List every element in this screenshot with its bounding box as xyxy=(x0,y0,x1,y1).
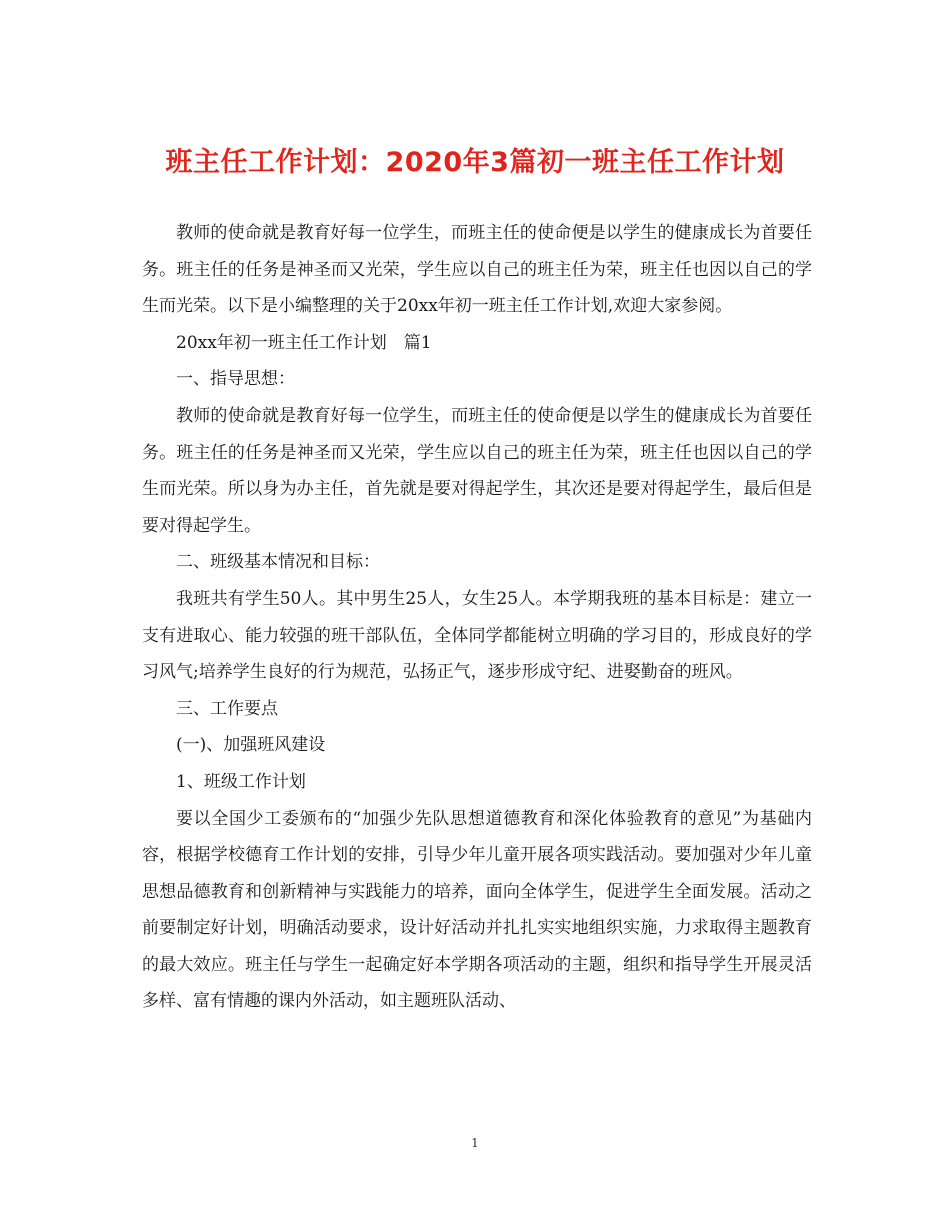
heading-class-style: (一)、加强班风建设 xyxy=(176,735,326,756)
heading-class-situation: 二、班级基本情况和目标： xyxy=(176,552,380,573)
document-title: 班主任工作计划：2020年3篇初一班主任工作计划 xyxy=(165,147,785,178)
class-situation-paragraph: 我班共有学生50人。其中男生25人，女生25人。本学期我班的基本目标是：建立一支有进取心、能力较强的班干部队伍，全体同学都能树立明确的学习目的，形成良好的学习风气;培养学生良好的行为规范，弘扬正气，逐步形成守纪、进娶勤奋的班风。 xyxy=(142,588,812,683)
class-work-plan-paragraph: 要以全国少工委颁布的“加强少先队思想道德教育和深化体验教育的意见”为基础内容，根据学校德育工作计划的安排，引导少年儿童开展各项实践活动。要加强对少年儿童思想品德教育和创新精神与实践能力的培养，面向全体学生，促进学生全面发展。活动之前要制定好计划，明确活动要求，设计好活动并扎扎实实地组织实施，力求取得主题教育的最大效应。班主任与学生一起确定好本学期各项活动的主题，组织和指导学生开展灵活多样、富有情趣的课内外活动，如主题班队活动、 xyxy=(142,808,812,1012)
guiding-thought-paragraph: 教师的使命就是教育好每一位学生，而班主任的使命便是以学生的健康成长为首要任务。班主任的任务是神圣而又光荣，学生应以自己的班主任为荣，班主任也因以自己的学生而光荣。所以身为办主任，首先就是要对得起学生，其次还是要对得起学生，最后但是要对得起学生。 xyxy=(142,405,812,536)
intro-paragraph: 教师的使命就是教育好每一位学生，而班主任的使命便是以学生的健康成长为首要任务。班主任的任务是神圣而又光荣，学生应以自己的班主任为荣，班主任也因以自己的学生而光荣。以下是小编整理的关于20xx年初一班主任工作计划,欢迎大家参阅。 xyxy=(142,223,812,317)
heading-class-work-plan: 1、班级工作计划 xyxy=(176,771,306,792)
page-number: 1 xyxy=(471,1136,479,1150)
document-body xyxy=(142,215,812,1020)
section-heading-part1: 20xx年初一班主任工作计划 篇1 xyxy=(176,332,432,353)
heading-guiding-thought: 一、指导思想： xyxy=(176,369,295,390)
heading-work-points: 三、工作要点 xyxy=(176,698,278,719)
